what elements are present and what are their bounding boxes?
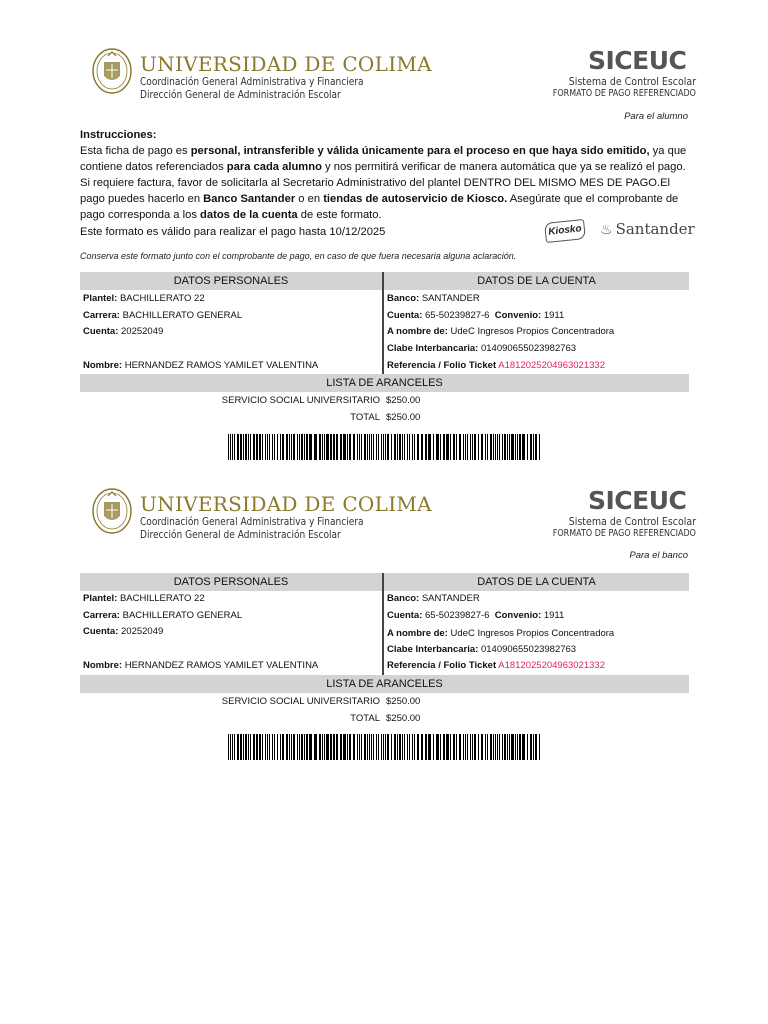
- siceuc-logo: SICEUC: [588, 486, 687, 515]
- carrera-field: Carrera: BACHILLERATO GENERAL: [83, 310, 243, 321]
- university-seal-icon: [92, 488, 132, 534]
- plantel-field: Plantel: BACHILLERATO 22: [83, 293, 205, 304]
- nombre-field: Nombre: HERNANDEZ RAMOS YAMILET VALENTINA: [83, 360, 319, 371]
- copy-label-alumno: Para el alumno: [624, 111, 688, 122]
- nombre-field: Nombre: HERNANDEZ RAMOS YAMILET VALENTINA: [83, 660, 319, 671]
- university-subtitle1: Coordinación General Administrativa y Financiera: [140, 76, 364, 88]
- cuenta-field: Cuenta: 20252049: [83, 326, 164, 337]
- account-data-header: DATOS DE LA CUENTA: [384, 573, 689, 591]
- header-copy1: [0, 48, 768, 120]
- university-subtitle1: Coordinación General Administrativa y Financiera: [140, 516, 364, 528]
- cuenta-banco-field: Cuenta: 65-50239827-6 Convenio: 1911: [387, 610, 565, 621]
- plantel-field: Plantel: BACHILLERATO 22: [83, 593, 205, 604]
- university-subtitle2: Dirección General de Administración Escolar: [140, 529, 341, 541]
- validity-note: Este formato es válido para realizar el pago hasta 10/12/2025: [80, 225, 386, 238]
- siceuc-logo: SICEUC: [588, 46, 687, 75]
- siceuc-subtitle2: FORMATO DE PAGO REFERENCIADO: [552, 528, 696, 539]
- santander-flame-icon: ♨: [600, 222, 613, 238]
- university-subtitle2: Dirección General de Administración Escolar: [140, 89, 341, 101]
- copy-label-banco: Para el banco: [629, 550, 688, 561]
- university-name: UNIVERSIDAD DE COLIMA: [140, 492, 432, 516]
- clabe-field: Clabe Interbancaria: 014090655023982763: [387, 644, 577, 655]
- referencia-field: Referencia / Folio Ticket A1812025204963021332: [387, 660, 605, 671]
- banco-field: Banco: SANTANDER: [387, 593, 480, 604]
- fees-header: LISTA DE ARANCELES: [80, 675, 689, 693]
- column-divider: [382, 573, 384, 675]
- clabe-field: Clabe Interbancaria: 014090655023982763: [387, 343, 577, 354]
- cuenta-banco-field: Cuenta: 65-50239827-6 Convenio: 1911: [387, 310, 565, 321]
- carrera-field: Carrera: BACHILLERATO GENERAL: [83, 610, 243, 621]
- total-label: TOTAL: [350, 412, 380, 423]
- total-amount: $250.00: [386, 412, 421, 423]
- instructions-body: Esta ficha de pago es personal, intransferible y válida únicamente para el proceso en que haya sido emitido, ya que contiene datos referenciados para cada alumno y nos permitirá verificar de manera automática que ya se realizó el pago. Si requiere factura, favor de solicitarla al Secretario Administrativo del plantel DENTRO DEL MISMO MES DE PAGO.El pago puedes hacerlo en Banco Santander o en tiendas de autoservicio de Kiosco. Asegúrate que el comprobante de pago corresponda a los datos de la cuenta de este formato.: [80, 145, 687, 222]
- siceuc-subtitle1: Sistema de Control Escolar: [568, 515, 696, 528]
- account-data-header: DATOS DE LA CUENTA: [384, 272, 689, 290]
- a-nombre-field: A nombre de: UdeC Ingresos Propios Concentradora: [387, 628, 615, 639]
- barcode-image: [228, 734, 542, 760]
- fees-header: LISTA DE ARANCELES: [80, 374, 689, 392]
- instructions: [80, 127, 690, 240]
- siceuc-subtitle2: FORMATO DE PAGO REFERENCIADO: [552, 88, 696, 99]
- fee-amount: $250.00: [386, 696, 421, 707]
- university-seal-icon: [92, 48, 132, 94]
- column-divider: [382, 272, 384, 374]
- santander-logo: ♨ Santander: [600, 220, 695, 238]
- referencia-field: Referencia / Folio Ticket A1812025204963021332: [387, 360, 605, 371]
- total-amount: $250.00: [386, 713, 421, 724]
- kiosko-logo: Kiosko: [544, 219, 586, 243]
- siceuc-subtitle1: Sistema de Control Escolar: [568, 75, 696, 88]
- barcode-image: [228, 434, 542, 460]
- total-label: TOTAL: [350, 713, 380, 724]
- fee-amount: $250.00: [386, 395, 421, 406]
- personal-data-header: DATOS PERSONALES: [80, 573, 382, 591]
- banco-field: Banco: SANTANDER: [387, 293, 480, 304]
- keep-note: Conserva este formato junto con el comprobante de pago, en caso de que fuera necesaria alguna aclaración.: [80, 251, 517, 261]
- university-name: UNIVERSIDAD DE COLIMA: [140, 52, 432, 76]
- a-nombre-field: A nombre de: UdeC Ingresos Propios Concentradora: [387, 326, 615, 337]
- instructions-title: Instrucciones:: [80, 129, 157, 141]
- personal-data-header: DATOS PERSONALES: [80, 272, 382, 290]
- cuenta-field: Cuenta: 20252049: [83, 626, 164, 637]
- fee-name: SERVICIO SOCIAL UNIVERSITARIO: [221, 696, 380, 707]
- fee-name: SERVICIO SOCIAL UNIVERSITARIO: [221, 395, 380, 406]
